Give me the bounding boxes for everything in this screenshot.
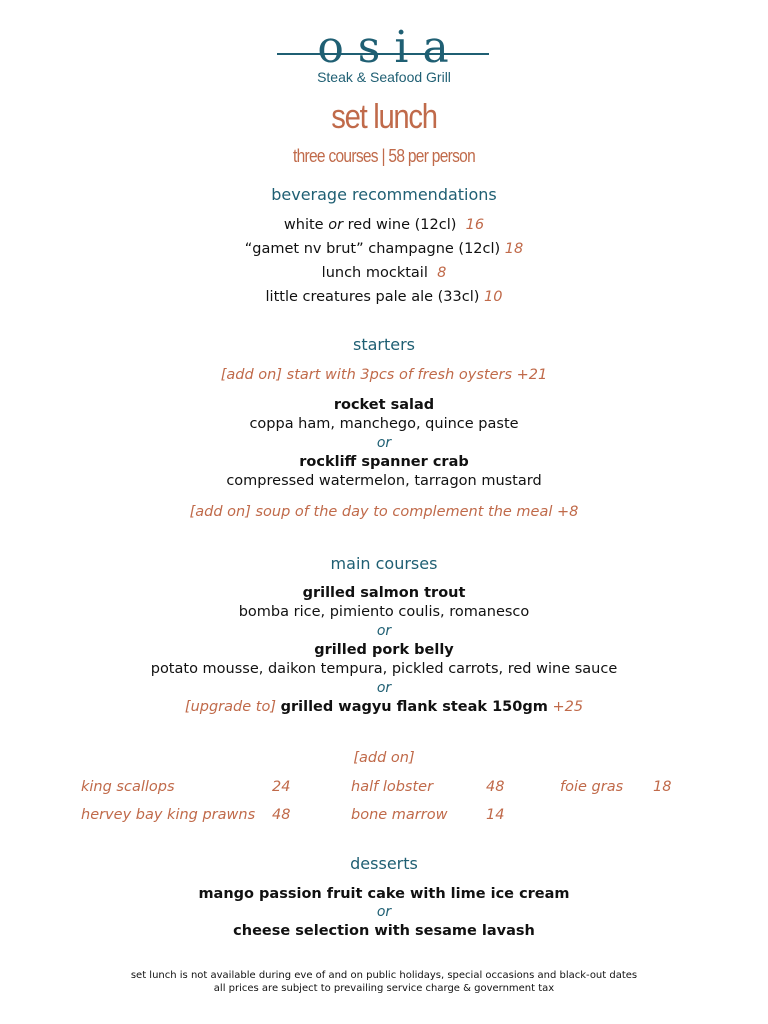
main-dish-desc: bomba rice, pimiento coulis, romanesco [238,604,530,620]
menu-subtitle: three courses | 58 per person [293,146,475,166]
main-dish-desc: potato mousse, daikon tempura, pickled carrots, red wine sauce [150,661,618,677]
upgrade-dish-name: grilled wagyu flank steak 150gm [280,699,548,715]
addon-name: foie gras [560,779,624,795]
addon-name: king scallops [81,779,175,795]
beverage-name: “gamet nv brut” champagne (12cl) [244,241,501,257]
addon-name: bone marrow [351,807,448,823]
or-divider: or [376,435,392,451]
starters-addon-soup: [add on] soup of the day to complement the meal +8 [189,504,579,520]
beverage-price: 18 [504,241,524,257]
addon-name: half lobster [351,779,434,795]
or-divider: or [376,904,392,920]
beverage-price: 8 [437,265,447,281]
or-divider: or [376,680,392,696]
beverages-heading: beverage recommendations [271,185,497,204]
beverage-name: lunch mocktail [321,265,428,281]
footer-pricing-note: all prices are subject to prevailing service charge & government tax [213,983,555,994]
addon-price: 14 [486,807,505,823]
addon-price: 48 [486,779,505,795]
logo-tagline: Steak & Seafood Grill [317,69,451,85]
upgrade-label: [upgrade to] [184,699,276,715]
beverage-item [0,265,768,281]
addon-price: 48 [272,807,291,823]
beverage-item [0,217,768,233]
main-dish-name: grilled salmon trout [302,585,466,601]
beverage-name: white [283,217,329,233]
beverage-item [0,289,768,305]
beverage-item [0,241,768,257]
starter-dish-desc: compressed watermelon, tarragon mustard [226,473,542,489]
starters-addon-oysters: [add on] start with 3pcs of fresh oysters +21 [220,367,548,383]
beverage-or: or [328,217,344,233]
starters-heading: starters [352,335,416,354]
beverage-name: red wine (12cl) [343,217,457,233]
addon-price: 18 [653,779,672,795]
starter-dish-name: rocket salad [333,397,435,413]
main-upgrade [0,699,768,715]
upgrade-price: +25 [552,699,584,715]
starter-dish-name: rockliff spanner crab [299,454,469,470]
addon-price: 24 [272,779,291,795]
addons-heading: [add on] [353,750,415,766]
addon-name: hervey bay king prawns [81,807,256,823]
beverage-price: 16 [465,217,485,233]
logo: osia [317,22,463,73]
beverage-name: little creatures pale ale (33cl) [265,289,480,305]
beverage-price: 10 [484,289,503,305]
dessert-dish-name: cheese selection with sesame lavash [233,923,535,939]
footer-availability-note: set lunch is not available during eve of and on public holidays, special occasions and black-out dates [130,970,638,981]
or-divider: or [376,623,392,639]
menu-title: set lunch [331,98,437,136]
main-dish-name: grilled pork belly [314,642,454,658]
mains-heading: main courses [330,554,438,573]
desserts-heading: desserts [350,854,418,873]
dessert-dish-name: mango passion fruit cake with lime ice cream [198,886,570,902]
starter-dish-desc: coppa ham, manchego, quince paste [249,416,519,432]
